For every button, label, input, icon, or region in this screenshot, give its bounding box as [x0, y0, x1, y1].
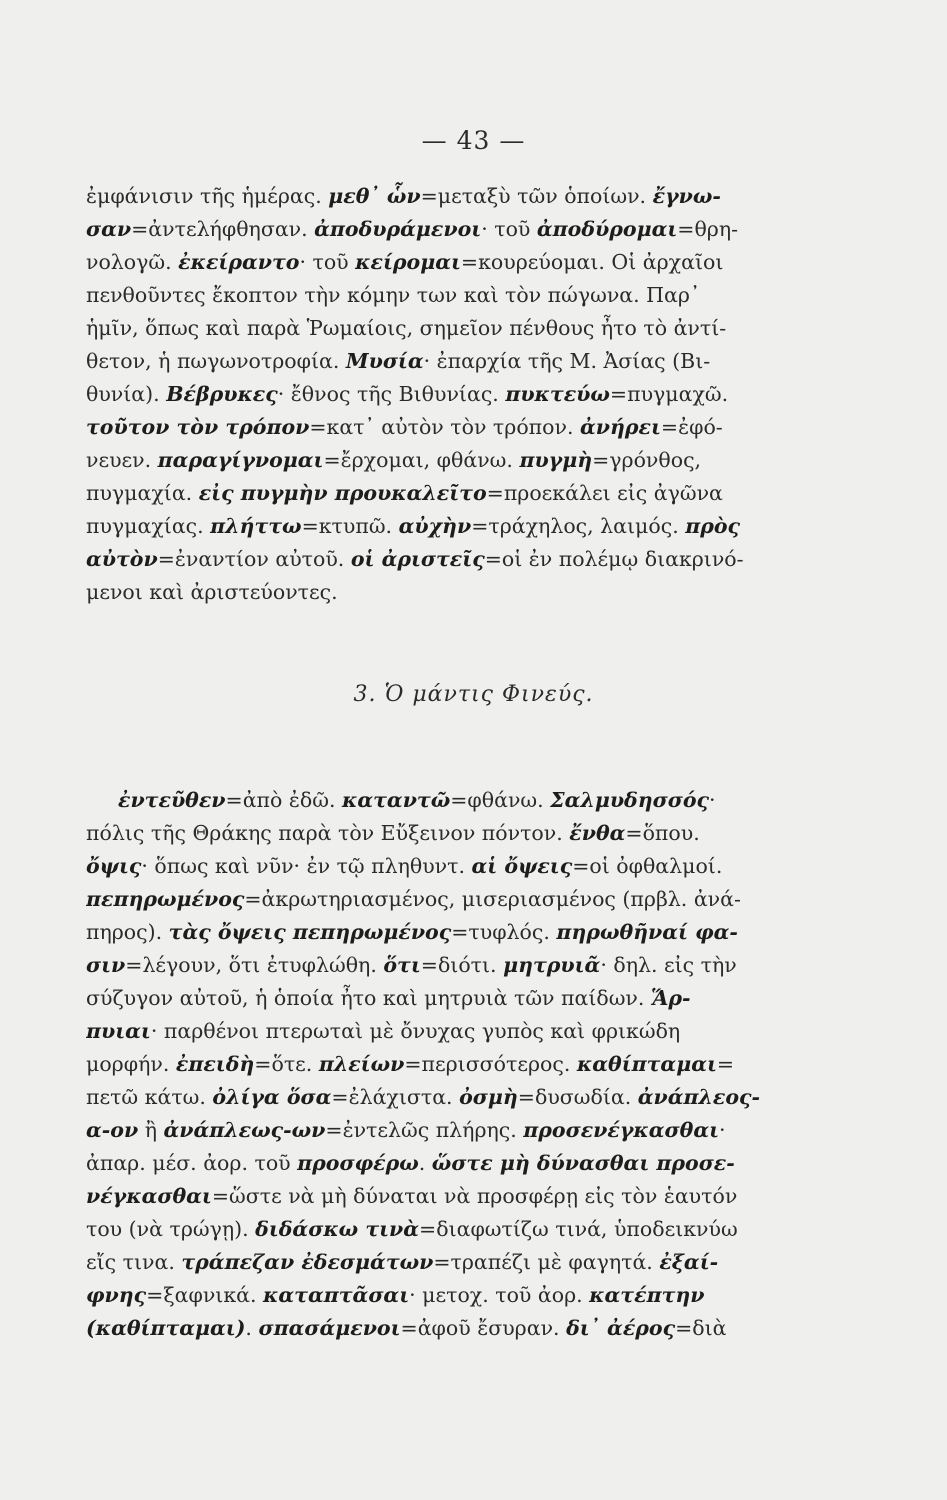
gloss-text: =φθάνω. — [450, 788, 551, 812]
gloss-text: =θρη- — [677, 217, 739, 241]
gloss-text: =δυσωδία. — [517, 1085, 638, 1109]
gloss-text: =ἀντελήφθησαν. — [131, 217, 315, 241]
headword: προσφέρω — [297, 1151, 419, 1175]
gloss-text: · ἐπαρχία τῆς Μ. Ἀσίας (Βι- — [423, 349, 711, 373]
gloss-text: · ὅπως καὶ νῦν· ἐν τῷ πληθυντ. — [141, 854, 472, 878]
headword: αἱ ὄψεις — [471, 854, 573, 878]
text-line — [86, 850, 806, 883]
text-line — [86, 1180, 806, 1213]
headword: πλείων — [318, 1052, 405, 1076]
glossary-block-1 — [86, 180, 806, 609]
headword: διδάσκω τινὰ — [255, 1217, 420, 1241]
headword: ἐξαί- — [659, 1250, 719, 1274]
gloss-text: · — [719, 1118, 726, 1142]
gloss-text: =ἐφό- — [660, 415, 723, 439]
headword: ὀλίγα ὅσα — [212, 1085, 332, 1109]
headword: πυκτεύω — [505, 382, 610, 406]
headword: καθίπταμαι — [576, 1052, 717, 1076]
text-line — [86, 1213, 806, 1246]
gloss-text: =τράχηλος, λαιμός. — [471, 514, 686, 538]
headword: πρὸς — [685, 514, 741, 538]
gloss-text: =ὥστε νὰ μὴ δύναται νὰ προσφέρῃ εἰς τὸν ἑαυτόν — [211, 1184, 738, 1208]
text-line — [86, 345, 806, 378]
gloss-text: · τοῦ — [299, 250, 356, 274]
gloss-text: =κατ᾽ αὐτὸν τὸν τρόπον. — [309, 415, 580, 439]
gloss-text: =γρόνθος, — [592, 448, 702, 472]
headword: καταπτᾶσαι — [263, 1283, 410, 1307]
gloss-text: =προεκάλει εἰς ἀγῶνα — [486, 481, 723, 505]
text-line — [86, 246, 806, 279]
headword: πυγμὴ — [519, 448, 593, 472]
gloss-text: =ἀκρωτηριασμένος, μισεριασμένος (πρβλ. ἀνά- — [244, 887, 741, 911]
gloss-text: = — [716, 1052, 735, 1076]
headword: εἰς πυγμὴν προυκαλεῖτο — [198, 481, 487, 505]
text-line — [86, 411, 806, 444]
gloss-text: =κουρεύομαι. Οἱ ἀρχαῖοι — [460, 250, 724, 274]
text-line — [86, 543, 806, 576]
gloss-text: πυγμαχίας. — [86, 514, 211, 538]
headword: Μυσία — [345, 349, 424, 373]
gloss-text: =περισσότερος. — [404, 1052, 577, 1076]
text-line — [86, 510, 806, 543]
headword: τὰς ὄψεις πεπηρωμένος — [168, 920, 452, 944]
gloss-text: =κτυπῶ. — [301, 514, 399, 538]
headword: ὥστε μὴ δύνασθαι προσε- — [431, 1151, 735, 1175]
gloss-text: =πυγμαχῶ. — [609, 382, 729, 406]
headword: ἀνήρει — [579, 415, 661, 439]
gloss-text: του (νὰ τρώγῃ). — [86, 1217, 256, 1241]
headword: παραγίγνομαι — [157, 448, 324, 472]
headword: (καθίπταμαι) — [86, 1316, 246, 1340]
gloss-text: =ὅπου. — [625, 821, 700, 845]
headword: πεπηρωμένος — [86, 887, 245, 911]
gloss-text: =ὅτε. — [254, 1052, 319, 1076]
gloss-text: =ἐλάχιστα. — [331, 1085, 460, 1109]
text-line — [86, 784, 806, 817]
headword: αὐτὸν — [86, 547, 158, 571]
headword: ἔνθα — [569, 821, 626, 845]
gloss-text: · παρθένοι πτερωταὶ μὲ ὄνυχας γυπὸς καὶ φρικώδη — [150, 1019, 681, 1043]
text-line — [86, 1279, 806, 1312]
gloss-text: =ἐναντίον αὐτοῦ. — [157, 547, 351, 571]
headword: Ἅρ- — [650, 986, 691, 1010]
headword: τράπεζαν ἐδεσμάτων — [181, 1250, 434, 1274]
gloss-text: =τραπέζι μὲ φαγητά. — [433, 1250, 660, 1274]
gloss-text: ἡμῖν, ὅπως καὶ παρὰ Ῥωμαίοις, σημεῖον πένθους ἦτο τὸ ἀντί- — [86, 316, 727, 340]
headword: καταντῶ — [341, 788, 451, 812]
headword: μεθ᾽ ὧν — [328, 184, 421, 208]
gloss-text: · δηλ. εἰς τὴν — [600, 953, 737, 977]
gloss-text: πυγμαχία. — [86, 481, 199, 505]
gloss-text: · — [709, 788, 716, 812]
headword: πυιαι — [86, 1019, 151, 1043]
gloss-text: · τοῦ — [481, 217, 537, 241]
gloss-text: =ἐντελῶς πλήρης. — [325, 1118, 524, 1142]
headword: πηρωθῆναί φα- — [556, 920, 738, 944]
headword: σιν — [86, 953, 126, 977]
gloss-text: =ἔρχομαι, φθάνω. — [323, 448, 520, 472]
headword: ὄψις — [86, 854, 142, 878]
headword: α-ον — [86, 1118, 139, 1142]
text-line — [86, 378, 806, 411]
headword: ἐπειδὴ — [175, 1052, 255, 1076]
gloss-text: =μεταξὺ τῶν ὁποίων. — [420, 184, 653, 208]
text-line — [86, 1312, 806, 1345]
gloss-text: ἀπαρ. μέσ. ἀορ. τοῦ — [86, 1151, 298, 1175]
gloss-text: · ἔθνος τῆς Βιθυνίας. — [277, 382, 506, 406]
gloss-text: =διαφωτίζω τινά, ὑποδεικνύω — [419, 1217, 738, 1241]
text-line — [86, 1246, 806, 1279]
gloss-text: εἴς τινα. — [86, 1250, 182, 1274]
text-line — [86, 883, 806, 916]
gloss-text: πόλις τῆς Θράκης παρὰ τὸν Εὔξεινον πόντον. — [86, 821, 570, 845]
gloss-text: μορφήν. — [86, 1052, 176, 1076]
headword: φνης — [86, 1283, 147, 1307]
text-line — [86, 949, 806, 982]
text-line — [86, 444, 806, 477]
headword: ἀποδύρομαι — [536, 217, 678, 241]
gloss-text: πενθοῦντες ἔκοπτον τὴν κόμην των καὶ τὸν πώγωνα. Παρ᾽ — [86, 283, 701, 307]
gloss-text: πηρος). — [86, 920, 169, 944]
text-line — [86, 180, 806, 213]
headword: μητρυιᾶ — [503, 953, 601, 977]
headword: νέγκασθαι — [86, 1184, 212, 1208]
headword: δι᾽ ἀέρος — [566, 1316, 676, 1340]
gloss-text: =ἀπὸ ἐδῶ. — [225, 788, 342, 812]
gloss-text: θετον, ἡ πωγωνοτροφία. — [86, 349, 346, 373]
headword: κείρομαι — [355, 250, 461, 274]
text-line — [86, 279, 806, 312]
gloss-text: =οἱ ἐν πολέμῳ διακρινό- — [484, 547, 744, 571]
headword: ἐντεῦθεν — [118, 788, 226, 812]
headword: ὀσμὴ — [459, 1085, 518, 1109]
text-line — [86, 982, 806, 1015]
headword: αὐχὴν — [398, 514, 472, 538]
gloss-text: ἐμφάνισιν τῆς ἡμέρας. — [86, 184, 329, 208]
headword: ἀποδυράμενοι — [314, 217, 482, 241]
gloss-text: . — [245, 1316, 259, 1340]
gloss-text: θυνία). — [86, 382, 167, 406]
headword: οἱ ἀριστεῖς — [350, 547, 485, 571]
page-number: — 43 — — [421, 126, 526, 155]
text-line — [86, 1114, 806, 1147]
gloss-text: · μετοχ. τοῦ ἀορ. — [409, 1283, 590, 1307]
headword: Σαλμυδησσός — [550, 788, 710, 812]
headword: Βέβρυκες — [166, 382, 278, 406]
text-line — [86, 1048, 806, 1081]
text-line — [86, 1147, 806, 1180]
gloss-text: =ἀφοῦ ἔσυραν. — [400, 1316, 567, 1340]
headword: ἔγνω- — [652, 184, 721, 208]
headword: ὅτι — [383, 953, 421, 977]
text-line — [86, 916, 806, 949]
gloss-text: νολογῶ. — [86, 250, 179, 274]
gloss-text: . — [418, 1151, 432, 1175]
gloss-text: =τυφλός. — [451, 920, 557, 944]
headword: ἀνάπλεως-ων — [163, 1118, 326, 1142]
gloss-text: =διότι. — [420, 953, 504, 977]
gloss-text: νευεν. — [86, 448, 158, 472]
headword: προσενέγκασθαι — [523, 1118, 720, 1142]
gloss-text: μενοι καὶ ἀριστεύοντες. — [86, 580, 338, 604]
headword: τοῦτον τὸν τρόπον — [86, 415, 310, 439]
gloss-text: ἢ — [138, 1118, 164, 1142]
headword: σπασάμενοι — [258, 1316, 401, 1340]
gloss-text: =ξαφνικά. — [146, 1283, 264, 1307]
section-title: 3. Ὁ μάντις Φινεύς. — [353, 682, 594, 707]
text-line — [86, 576, 806, 609]
headword: πλήττω — [210, 514, 302, 538]
headword: ἐκείραντο — [178, 250, 300, 274]
text-line — [86, 477, 806, 510]
text-line — [86, 312, 806, 345]
text-line — [86, 1015, 806, 1048]
text-line — [86, 1081, 806, 1114]
gloss-text: πετῶ κάτω. — [86, 1085, 213, 1109]
gloss-text: =διὰ — [675, 1316, 727, 1340]
gloss-text: =λέγουν, ὅτι ἐτυφλώθη. — [125, 953, 384, 977]
headword: ἀνάπλεος- — [637, 1085, 761, 1109]
headword: σαν — [86, 217, 132, 241]
text-line — [86, 213, 806, 246]
text-line — [86, 817, 806, 850]
headword: κατέπτην — [589, 1283, 705, 1307]
gloss-text: σύζυγον αὐτοῦ, ἡ ὁποία ἦτο καὶ μητρυιὰ τῶν παίδων. — [86, 986, 651, 1010]
gloss-text: =οἱ ὀφθαλμοί. — [572, 854, 723, 878]
glossary-block-2 — [86, 784, 806, 1345]
